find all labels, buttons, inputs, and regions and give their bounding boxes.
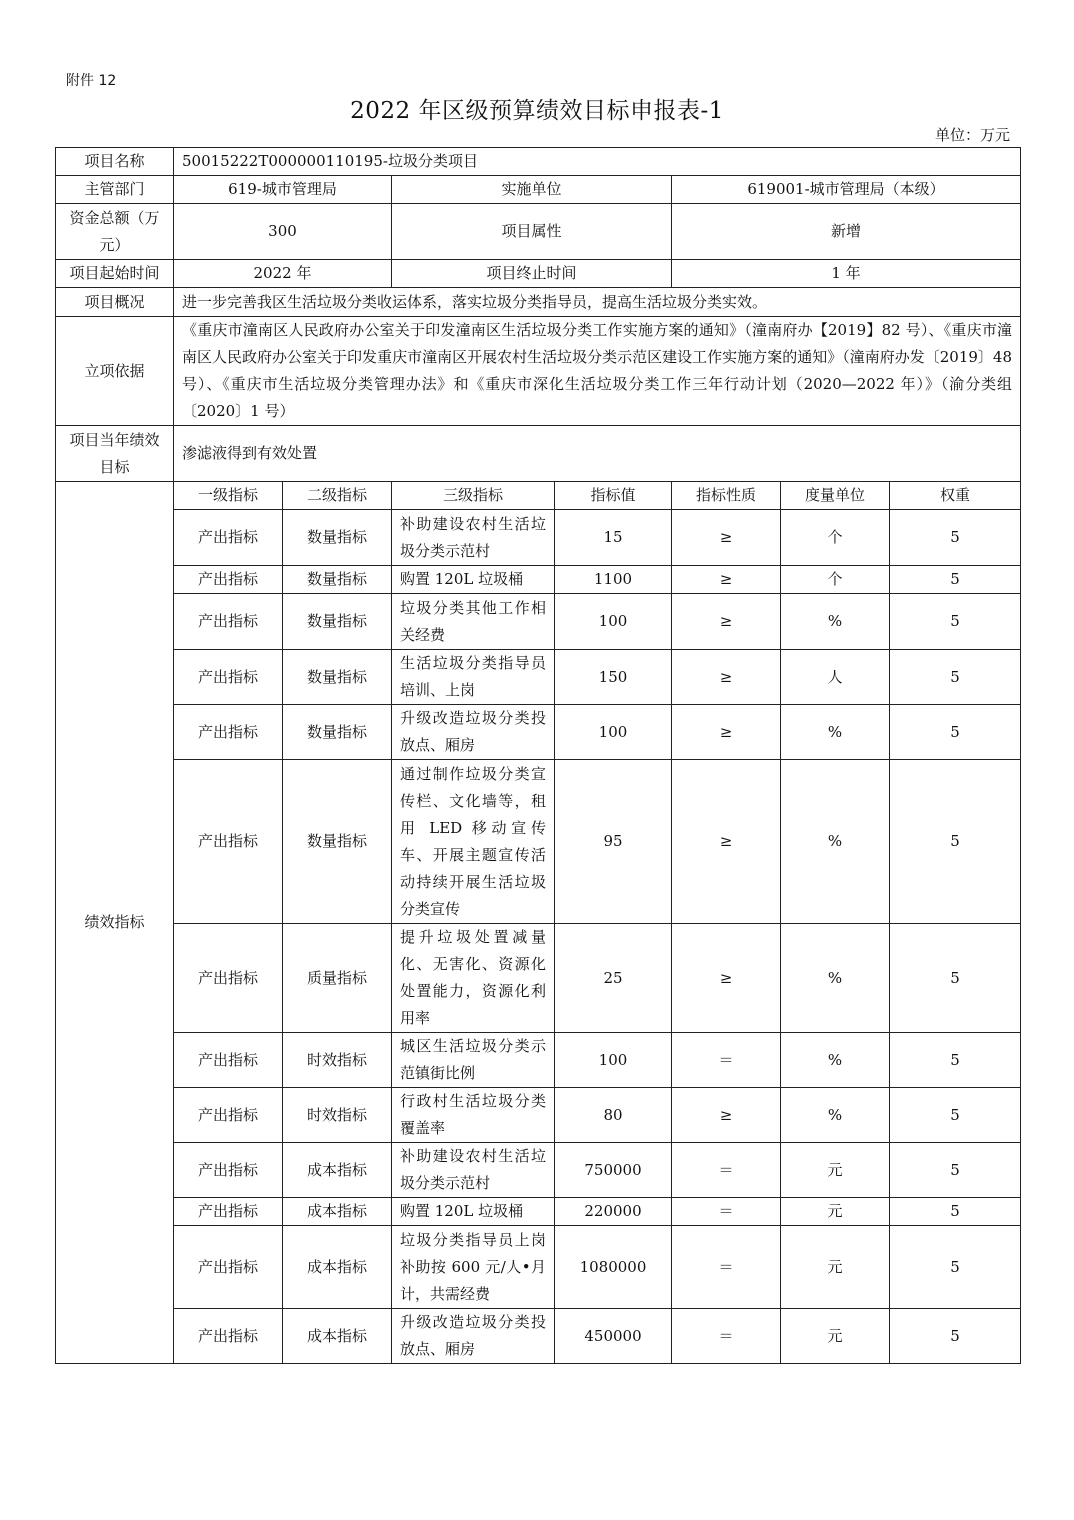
cell-unit: 个 — [781, 566, 890, 594]
cell-value: 750000 — [555, 1143, 672, 1198]
cell-level1: 产出指标 — [174, 705, 283, 760]
cell-level1: 产出指标 — [174, 1309, 283, 1364]
cell-nature: ≥ — [672, 760, 781, 924]
table-row — [56, 705, 1021, 760]
cell-nature: ＝ — [672, 1143, 781, 1198]
budget-table — [55, 147, 1021, 1364]
cell-value: 100 — [555, 1033, 672, 1088]
cell-unit: 人 — [781, 650, 890, 705]
table-row — [56, 650, 1021, 705]
cell-weight: 5 — [890, 924, 1021, 1033]
cell-unit: 元 — [781, 1198, 890, 1226]
attr-label: 项目属性 — [392, 204, 672, 260]
cell-level1: 产出指标 — [174, 510, 283, 566]
cell-level2: 数量指标 — [283, 510, 392, 566]
cell-level1: 产出指标 — [174, 760, 283, 924]
cell-value: 220000 — [555, 1198, 672, 1226]
cell-level2: 质量指标 — [283, 924, 392, 1033]
cell-unit: 元 — [781, 1143, 890, 1198]
cell-nature: ≥ — [672, 594, 781, 650]
cell-weight: 5 — [890, 1198, 1021, 1226]
table-row — [56, 510, 1021, 566]
cell-unit: % — [781, 1033, 890, 1088]
cell-nature: ＝ — [672, 1309, 781, 1364]
cell-level2: 数量指标 — [283, 566, 392, 594]
cell-weight: 5 — [890, 760, 1021, 924]
cell-level1: 产出指标 — [174, 924, 283, 1033]
cell-level2: 数量指标 — [283, 760, 392, 924]
header-unit: 度量单位 — [781, 482, 890, 510]
cell-nature: ≥ — [672, 705, 781, 760]
cell-value: 80 — [555, 1088, 672, 1143]
cell-unit: % — [781, 594, 890, 650]
end-value: 1 年 — [672, 260, 1021, 288]
cell-value: 1100 — [555, 566, 672, 594]
impl-label: 实施单位 — [392, 176, 672, 204]
cell-nature: ＝ — [672, 1198, 781, 1226]
cell-level3: 补助建设农村生活垃圾分类示范村 — [392, 510, 555, 566]
cell-level3: 通过制作垃圾分类宣传栏、文化墙等，租用 LED 移动宣传车、开展主题宣传活动持续开展生活垃圾分类宣传 — [392, 760, 555, 924]
cell-weight: 5 — [890, 705, 1021, 760]
cell-level2: 时效指标 — [283, 1033, 392, 1088]
attachment-label: 附件 12 — [66, 73, 117, 89]
table-row — [56, 760, 1021, 924]
cell-level1: 产出指标 — [174, 1033, 283, 1088]
basis-value: 《重庆市潼南区人民政府办公室关于印发潼南区生活垃圾分类工作实施方案的通知》（潼南府办【2019】82 号）、《重庆市潼南区人民政府办公室关于印发重庆市潼南区开展农村生活垃圾分类示范区建设工作实施方案的通知》（潼南府办发〔2019〕48 号）、《重庆市生活垃圾分类管理办法》和《重庆市深化生活垃圾分类工作三年行动计划（2020—2022 年）》（渝分类组〔2020〕1 号） — [174, 317, 1021, 426]
cell-value: 1080000 — [555, 1226, 672, 1309]
cell-level2: 成本指标 — [283, 1198, 392, 1226]
cell-unit: 元 — [781, 1226, 890, 1309]
cell-weight: 5 — [890, 1088, 1021, 1143]
goal-label: 项目当年绩效目标 — [56, 426, 174, 482]
cell-nature: ＝ — [672, 1033, 781, 1088]
header-value: 指标值 — [555, 482, 672, 510]
header-level3: 三级指标 — [392, 482, 555, 510]
cell-unit: % — [781, 1088, 890, 1143]
cell-nature: ＝ — [672, 1226, 781, 1309]
cell-unit: % — [781, 924, 890, 1033]
table-row — [56, 1033, 1021, 1088]
performance-label: 绩效指标 — [56, 482, 174, 1364]
cell-value: 15 — [555, 510, 672, 566]
cell-nature: ≥ — [672, 510, 781, 566]
project-name-value: 50015222T000000110195-垃圾分类项目 — [174, 148, 1021, 176]
header-level1: 一级指标 — [174, 482, 283, 510]
cell-level1: 产出指标 — [174, 1088, 283, 1143]
project-name-label: 项目名称 — [56, 148, 174, 176]
cell-level1: 产出指标 — [174, 650, 283, 705]
cell-weight: 5 — [890, 1033, 1021, 1088]
dept-value: 619-城市管理局 — [174, 176, 392, 204]
cell-level2: 成本指标 — [283, 1226, 392, 1309]
cell-level2: 数量指标 — [283, 705, 392, 760]
cell-unit: % — [781, 760, 890, 924]
overview-label: 项目概况 — [56, 288, 174, 317]
table-row — [56, 1198, 1021, 1226]
cell-weight: 5 — [890, 1226, 1021, 1309]
cell-level3: 提升垃圾处置减量化、无害化、资源化处置能力，资源化利用率 — [392, 924, 555, 1033]
start-value: 2022 年 — [174, 260, 392, 288]
cell-weight: 5 — [890, 566, 1021, 594]
table-row — [56, 566, 1021, 594]
fund-label: 资金总额（万元） — [56, 204, 174, 260]
cell-unit: 元 — [781, 1309, 890, 1364]
cell-level1: 产出指标 — [174, 594, 283, 650]
cell-level3: 购置 120L 垃圾桶 — [392, 1198, 555, 1226]
cell-level3: 行政村生活垃圾分类覆盖率 — [392, 1088, 555, 1143]
cell-value: 100 — [555, 705, 672, 760]
cell-level1: 产出指标 — [174, 1198, 283, 1226]
cell-nature: ≥ — [672, 566, 781, 594]
basis-label: 立项依据 — [56, 317, 174, 426]
cell-level1: 产出指标 — [174, 566, 283, 594]
page-title: 2022 年区级预算绩效目标申报表-1 — [350, 98, 724, 124]
fund-value: 300 — [174, 204, 392, 260]
cell-unit: % — [781, 705, 890, 760]
cell-level3: 补助建设农村生活垃圾分类示范村 — [392, 1143, 555, 1198]
table-row — [56, 1309, 1021, 1364]
table-row — [56, 1226, 1021, 1309]
cell-value: 95 — [555, 760, 672, 924]
cell-value: 150 — [555, 650, 672, 705]
cell-level3: 购置 120L 垃圾桶 — [392, 566, 555, 594]
cell-level2: 成本指标 — [283, 1143, 392, 1198]
cell-value: 25 — [555, 924, 672, 1033]
impl-value: 619001-城市管理局（本级） — [672, 176, 1021, 204]
end-label: 项目终止时间 — [392, 260, 672, 288]
table-row — [56, 924, 1021, 1033]
cell-level2: 成本指标 — [283, 1309, 392, 1364]
cell-level1: 产出指标 — [174, 1143, 283, 1198]
table-row — [56, 1143, 1021, 1198]
cell-level3: 升级改造垃圾分类投放点、厢房 — [392, 705, 555, 760]
cell-level3: 城区生活垃圾分类示范镇街比例 — [392, 1033, 555, 1088]
cell-weight: 5 — [890, 510, 1021, 566]
cell-level3: 垃圾分类指导员上岗补助按 600 元/人•月计，共需经费 — [392, 1226, 555, 1309]
cell-level2: 数量指标 — [283, 594, 392, 650]
cell-nature: ≥ — [672, 1088, 781, 1143]
cell-weight: 5 — [890, 594, 1021, 650]
goal-value: 渗滤液得到有效处置 — [174, 426, 1021, 482]
start-label: 项目起始时间 — [56, 260, 174, 288]
overview-value: 进一步完善我区生活垃圾分类收运体系，落实垃圾分类指导员，提高生活垃圾分类实效。 — [174, 288, 1021, 317]
cell-value: 450000 — [555, 1309, 672, 1364]
header-nature: 指标性质 — [672, 482, 781, 510]
cell-level2: 数量指标 — [283, 650, 392, 705]
cell-level3: 升级改造垃圾分类投放点、厢房 — [392, 1309, 555, 1364]
cell-nature: ≥ — [672, 924, 781, 1033]
cell-unit: 个 — [781, 510, 890, 566]
cell-weight: 5 — [890, 650, 1021, 705]
cell-level2: 时效指标 — [283, 1088, 392, 1143]
cell-weight: 5 — [890, 1143, 1021, 1198]
dept-label: 主管部门 — [56, 176, 174, 204]
cell-level3: 生活垃圾分类指导员培训、上岗 — [392, 650, 555, 705]
cell-level1: 产出指标 — [174, 1226, 283, 1309]
attr-value: 新增 — [672, 204, 1021, 260]
table-row — [56, 1088, 1021, 1143]
cell-level3: 垃圾分类其他工作相关经费 — [392, 594, 555, 650]
cell-value: 100 — [555, 594, 672, 650]
unit-label: 单位：万元 — [934, 126, 1010, 144]
header-weight: 权重 — [890, 482, 1021, 510]
cell-nature: ≥ — [672, 650, 781, 705]
header-level2: 二级指标 — [283, 482, 392, 510]
cell-weight: 5 — [890, 1309, 1021, 1364]
table-row — [56, 594, 1021, 650]
